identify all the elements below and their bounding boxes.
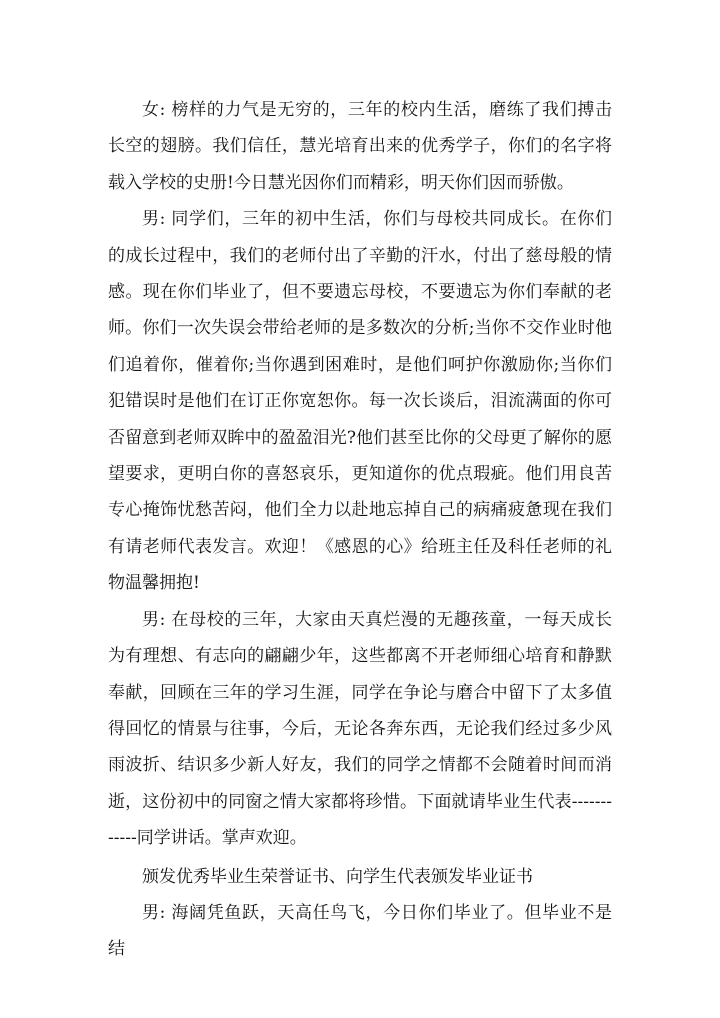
paragraph-male-speech-graduation: 男: 海阔凭鱼跃，天高任鸟飞，今日你们毕业了。但毕业不是结 xyxy=(108,902,612,960)
document-body xyxy=(108,92,612,968)
paragraph-male-speech-classmates: 男: 在母校的三年，大家由天真烂漫的无趣孩童，一每天成长为有理想、有志向的翩翩少年，这些都离不开老师细心培育和静默奉献，回顾在三年的学习生涯，同学在争论与磨合中留下了太多值得回忆的情景与往事，今后，无论各奔东西，无论我们经过多少风雨波折、结识多少新人好友，我们的同学之情都不会随着时间而消逝，这份初中的同窗之情大家都将珍惜。下面就请毕业生代表------------同学讲话。掌声欢迎。 xyxy=(108,609,612,849)
paragraph-male-speech-teachers: 男: 同学们，三年的初中生活，你们与母校共同成长。在你们的成长过程中，我们的老师付出了辛勤的汗水，付出了慈母般的情感。现在你们毕业了，但不要遗忘母校，不要遗忘为你们奉献的老师。你们一次失误会带给老师的是多数次的分析;当你不交作业时他们追着你，催着你;当你遇到困难时，是他们呵护你激励你;当你们犯错误时是他们在订正你宽恕你。每一次长谈后，泪流满面的你可否留意到老师双眸中的盈盈泪光?他们甚至比你的父母更了解你的愿望要求，更明白你的喜怒哀乐，更知道你的优点瑕疵。他们用良苦专心掩饰忧愁苦闷，他们全力以赴地忘掉自己的病痛疲惫现在我们有请老师代表发言。欢迎！《感恩的心》给班主任及科任老师的礼物温馨拥抱! xyxy=(108,209,612,594)
section-heading-certificates: 颁发优秀毕业生荣誉证书、向学生代表颁发毕业证书 xyxy=(142,866,533,887)
paragraph-female-speech: 女: 榜样的力气是无穷的，三年的校内生活，磨练了我们搏击长空的翅膀。我们信任，慧光培育出来的优秀学子，你们的名字将载入学校的史册!今日慧光因你们而精彩，明天你们因而骄傲。 xyxy=(108,100,612,193)
